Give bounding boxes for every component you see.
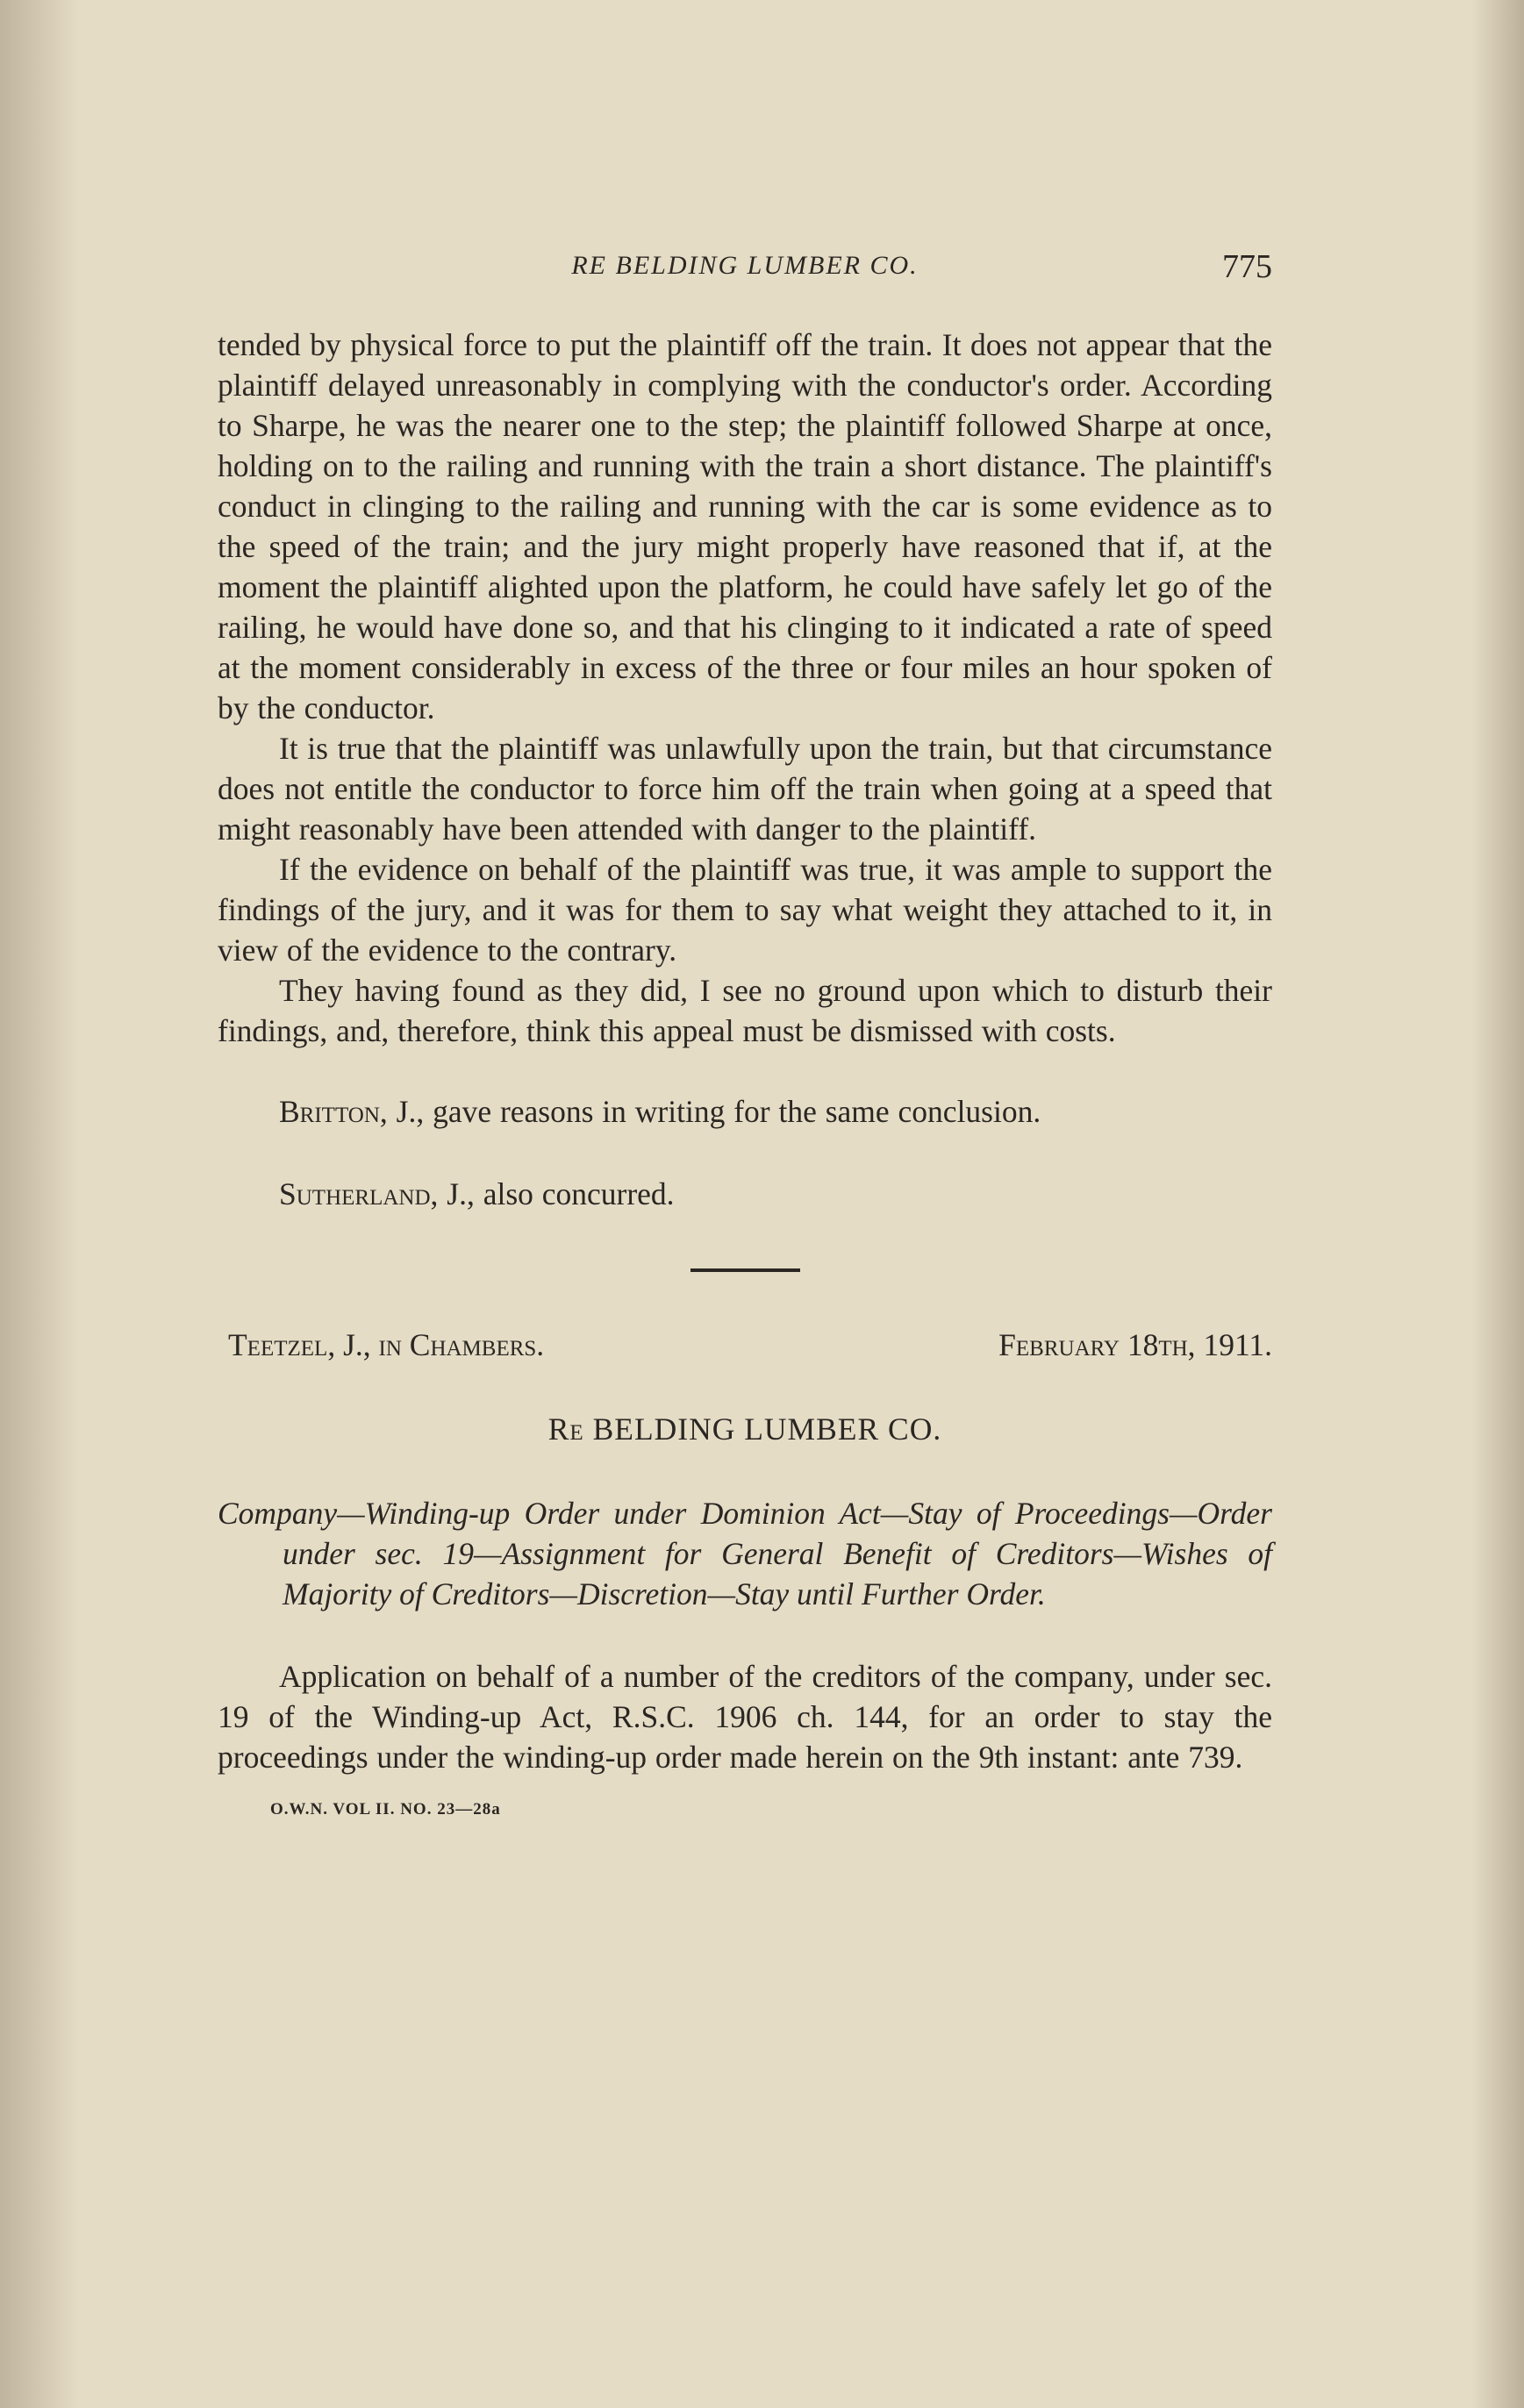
court-judge — [228, 1325, 544, 1365]
concurrence-text: , J., gave reasons in writing for the same conclusion. — [379, 1094, 1041, 1129]
running-head — [218, 247, 1272, 300]
paragraph: They having found as they did, I see no ground upon which to disturb their findings, and, therefore, think this appeal must be dismissed with costs. — [218, 973, 1272, 1048]
decision-date — [998, 1325, 1272, 1365]
court-line — [218, 1325, 1272, 1365]
date-month: February — [998, 1327, 1120, 1362]
page-edge-shadow-left — [0, 0, 79, 2408]
case-title — [218, 1409, 1272, 1449]
page-number: 775 — [1222, 248, 1272, 285]
concurrence-text: , J., also concurred. — [430, 1176, 675, 1211]
judge-suffix: , J., — [327, 1327, 379, 1362]
spacer — [218, 1051, 1272, 1091]
paragraph-continued: tended by physical force to put the plaintiff off the train. It does not appear that the plaintiff delayed unreasonably in complying with the conductor's order. According to Sharpe, he was the nearer one to the step; the plaintiff followed Sharpe at once, holding on to the railing and running with the train a short distance. The plaintiff's conduct in clinging to the railing and running with the car is some evidence as to the speed of the train; and the jury might properly have reasoned that if, at the moment the plaintiff alighted upon the platform, he could have safely let go of the railing, he would have done so, and that his clinging to it indicated a rate of speed at the moment considerably in excess of the three or four miles an hour spoken of by the conductor. — [218, 327, 1272, 725]
signature-mark: O.W.N. VOL II. NO. 23—28a — [270, 1800, 501, 1819]
concurrence-sutherland — [218, 1174, 1272, 1214]
paragraph: It is true that the plaintiff was unlawfully upon the train, but that circumstance does not entitle the conductor to force him off the train when going at a speed that might reasonably have been attended with danger to the plaintiff. — [218, 731, 1272, 847]
paragraph: If the evidence on behalf of the plaintiff was true, it was ample to support the findings of the jury, and it was for them to say what weight they attached to it, in view of the evidence to the contrary. — [218, 852, 1272, 968]
judge-name-britton: Britton — [279, 1094, 380, 1129]
judge-name-teetzel: Teetzel — [228, 1327, 328, 1362]
case-title-main: BELDING LUMBER CO. — [583, 1411, 942, 1447]
application-paragraph: Application on behalf of a number of the creditors of the company, under sec. 19 of the Winding-up Act, R.S.C. 1906 ch. 144, for an order to stay the proceedings under the winding-up order made herein on the 9th instant: ante 739. — [218, 1659, 1272, 1775]
case-title-prefix: Re — [547, 1411, 584, 1447]
date-day: 18th, — [1119, 1327, 1204, 1362]
spacer — [218, 1132, 1272, 1174]
page-content — [218, 247, 1272, 1819]
chambers-label: in Chambers. — [378, 1327, 545, 1362]
running-title: RE BELDING LUMBER CO. — [571, 251, 919, 280]
judge-name-sutherland: Sutherland — [279, 1176, 431, 1211]
concurrence-britton — [218, 1091, 1272, 1132]
headnote: Company—Winding-up Order under Dominion Act—Stay of Proceedings—Order under sec. 19—Assignment for General Benefit of Creditors—Wishes of Majority of Creditors—Discretion—Stay until Further Order. — [218, 1496, 1272, 1611]
date-year: 1911. — [1203, 1327, 1272, 1362]
page-edge-shadow-right — [1471, 0, 1524, 2408]
section-divider — [690, 1268, 800, 1272]
